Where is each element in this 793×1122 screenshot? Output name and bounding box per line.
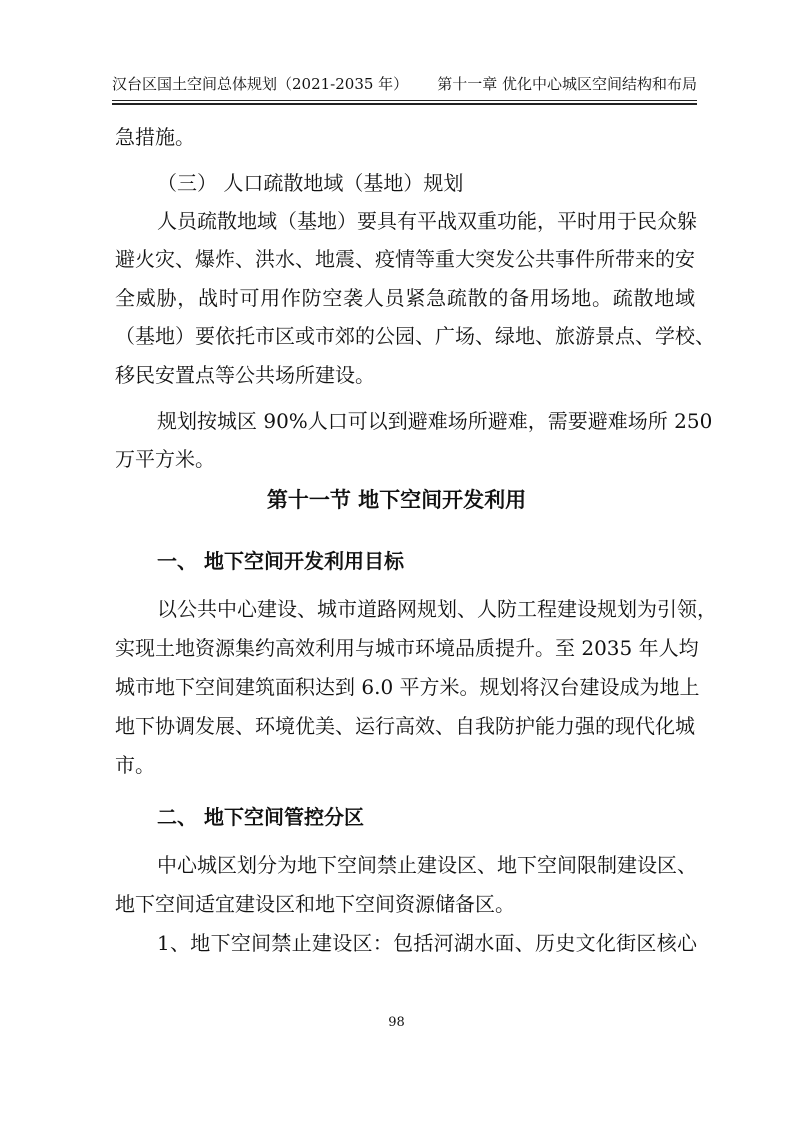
- body-line: 人员疏散地域（基地）要具有平战双重功能，平时用于民众躲: [157, 209, 697, 233]
- header-rule-thin: [112, 100, 697, 101]
- body-line: 急措施。: [115, 125, 195, 149]
- running-header: [112, 74, 697, 98]
- section-title: 第十一节 地下空间开发利用: [266, 488, 527, 512]
- subsection-heading: （三） 人口疏散地域（基地）规划: [157, 171, 464, 195]
- body-line: 地下空间适宜建设区和地下空间资源储备区。: [115, 892, 515, 916]
- body-line: 避火灾、爆炸、洪水、地震、疫情等重大突发公共事件所带来的安: [115, 247, 695, 271]
- body-line: 地下协调发展、环境优美、运行高效、自我防护能力强的现代化城: [115, 714, 695, 738]
- header-rule-thick: [112, 103, 697, 105]
- body-line: 实现土地资源集约高效利用与城市环境品质提升。至 2035 年人均: [115, 636, 699, 660]
- header-chapter-title: 第十一章 优化中心城区空间结构和布局: [437, 75, 697, 93]
- page-number: 98: [388, 1015, 405, 1030]
- body-line: 移民安置点等公共场所建设。: [115, 363, 375, 387]
- body-line: 以公共中心建设、城市道路网规划、人防工程建设规划为引领，: [157, 597, 717, 621]
- body-line: 规划按城区 90%人口可以到避难场所避难，需要避难场所 250: [157, 409, 713, 433]
- body-line: 1、地下空间禁止建设区：包括河湖水面、历史文化街区核心: [157, 931, 697, 955]
- body-line: 市。: [115, 753, 155, 777]
- body-line: 城市地下空间建筑面积达到 6.0 平方米。规划将汉台建设成为地上: [115, 675, 700, 699]
- heading-zoning: 二、 地下空间管控分区: [157, 805, 364, 829]
- header-document-title: 汉台区国土空间总体规划（2021-2035 年）: [112, 75, 409, 93]
- heading-goals: 一、 地下空间开发利用目标: [157, 549, 404, 573]
- body-line: 全威胁，战时可用作防空袭人员紧急疏散的备用场地。疏散地域: [115, 286, 695, 310]
- body-line: 中心城区划分为地下空间禁止建设区、地下空间限制建设区、: [157, 853, 697, 877]
- body-line: （基地）要依托市区或市郊的公园、广场、绿地、旅游景点、学校、: [115, 324, 715, 348]
- body-line: 万平方米。: [115, 447, 215, 471]
